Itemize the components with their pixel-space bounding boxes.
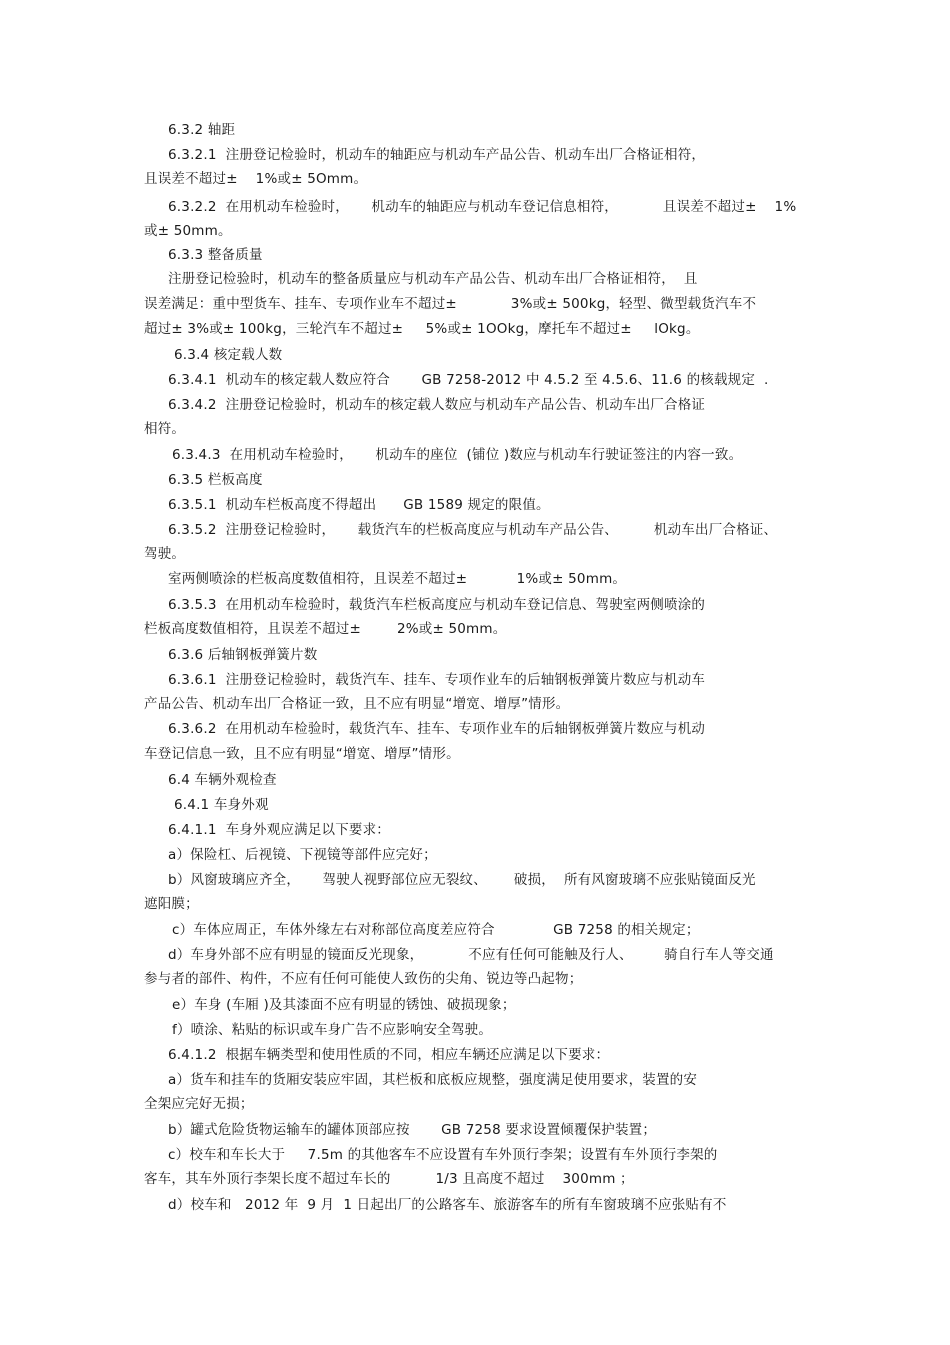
- paragraph-line: 或± 50mm。: [144, 223, 232, 239]
- list-item: a）保险杠、后视镜、下视镜等部件应完好；: [168, 847, 437, 863]
- paragraph-line: 驾驶。: [144, 546, 186, 562]
- paragraph-line: 产品公告、机动车出厂合格证一致，且不应有明显“增宽、增厚”情形。: [144, 696, 570, 712]
- list-item: f）喷涂、粘贴的标识或车身广告不应影响安全驾驶。: [172, 1022, 493, 1038]
- paragraph-line: 遮阳膜；: [144, 896, 199, 912]
- paragraph-line: 超过± 3%或± 100kg，三轮汽车不超过± 5%或± 1OOkg，摩托车不超过± lOkg。: [144, 321, 700, 337]
- list-item: c）车体应周正，车体外缘左右对称部位高度差应符合 GB 7258 的相关规定；: [172, 922, 700, 938]
- paragraph-line: 误差满足：重中型货车、挂车、专项作业车不超过± 3%或± 500kg，轻型、微型载货汽车不: [144, 296, 757, 312]
- section-heading: 6.4 车辆外观检查: [168, 772, 277, 788]
- paragraph-line: 注册登记检验时，机动车的整备质量应与机动车产品公告、机动车出厂合格证相符， 且: [168, 271, 698, 287]
- paragraph-line: 6.3.2.2 在用机动车检验时， 机动车的轴距应与机动车登记信息相符， 且误差不超过± 1%: [168, 199, 797, 215]
- paragraph-line: 6.3.6.2 在用机动车检验时，载货汽车、挂车、专项作业车的后轴钢板弹簧片数应与机动: [168, 721, 706, 737]
- paragraph-line: 6.3.6.1 注册登记检验时，载货汽车、挂车、专项作业车的后轴钢板弹簧片数应与机动车: [168, 672, 706, 688]
- paragraph-line: 客车，其车外顶行李架长度不超过车长的 1/3 且高度不超过 300mm ；: [144, 1171, 634, 1187]
- list-item: a）货车和挂车的货厢安装应牢固，其栏板和底板应规整，强度满足使用要求，装置的安: [168, 1072, 698, 1088]
- paragraph-line: 6.3.4.1 机动车的核定载人数应符合 GB 7258-2012 中 4.5.2 至 4.5.6、11.6 的核载规定 .: [168, 372, 769, 388]
- paragraph-line: 栏板高度数值相符，且误差不超过± 2%或± 50mm。: [144, 621, 507, 637]
- paragraph-line: 6.3.4.3 在用机动车检验时， 机动车的座位 (铺位 )数应与机动车行驶证签注的内容一致。: [172, 447, 743, 463]
- section-heading: 6.4.1 车身外观: [174, 797, 269, 813]
- paragraph-line: 全架应完好无损；: [144, 1096, 254, 1112]
- paragraph-line: 车登记信息一致，且不应有明显“增宽、增厚”情形。: [144, 746, 460, 762]
- paragraph-line: 6.3.2.1 注册登记检验时，机动车的轴距应与机动车产品公告、机动车出厂合格证相符，: [168, 147, 706, 163]
- section-heading: 6.3.2 轴距: [168, 122, 236, 138]
- section-heading: 6.3.4 核定载人数: [174, 347, 283, 363]
- paragraph-line: 相符。: [144, 421, 186, 437]
- list-item: d）校车和 2012 年 9 月 1 日起出厂的公路客车、旅游客车的所有车窗玻璃不应张贴有不: [168, 1197, 727, 1213]
- paragraph-line: 6.3.5.3 在用机动车检验时，载货汽车栏板高度应与机动车登记信息、驾驶室两侧喷涂的: [168, 597, 706, 613]
- list-item: d）车身外部不应有明显的镜面反光现象， 不应有任何可能触及行人、 骑自行车人等交通: [168, 947, 774, 963]
- list-item: b）罐式危险货物运输车的罐体顶部应按 GB 7258 要求设置倾覆保护装置；: [168, 1122, 657, 1138]
- paragraph-line: 6.3.5.1 机动车栏板高度不得超出 GB 1589 规定的限值。: [168, 497, 550, 513]
- paragraph-line: 6.4.1.2 根据车辆类型和使用性质的不同，相应车辆还应满足以下要求：: [168, 1047, 610, 1063]
- paragraph-line: 参与者的部件、构件，不应有任何可能使人致伤的尖角、锐边等凸起物；: [144, 971, 583, 987]
- section-heading: 6.3.6 后轴钢板弹簧片数: [168, 647, 318, 663]
- paragraph-line: 且误差不超过± 1%或± 5Omm。: [144, 171, 368, 187]
- paragraph-line: 室两侧喷涂的栏板高度数值相符，且误差不超过± 1%或± 50mm。: [168, 571, 627, 587]
- paragraph-line: 6.3.4.2 注册登记检验时，机动车的核定载人数应与机动车产品公告、机动车出厂合格证: [168, 397, 706, 413]
- list-item: c）校车和车长大于 7.5m 的其他客车不应设置有车外顶行李架；设置有车外顶行李架的: [168, 1147, 718, 1163]
- section-heading: 6.3.5 栏板高度: [168, 472, 263, 488]
- paragraph-line: 6.4.1.1 车身外观应满足以下要求：: [168, 822, 391, 838]
- list-item: b）风窗玻璃应齐全， 驾驶人视野部位应无裂纹、 破损， 所有风窗玻璃不应张贴镜面反光: [168, 872, 756, 888]
- section-heading: 6.3.3 整备质量: [168, 247, 263, 263]
- list-item: e）车身 (车厢 )及其漆面不应有明显的锈蚀、破损现象；: [172, 997, 516, 1013]
- paragraph-line: 6.3.5.2 注册登记检验时， 载货汽车的栏板高度应与机动车产品公告、 机动车出厂合格证、: [168, 522, 778, 538]
